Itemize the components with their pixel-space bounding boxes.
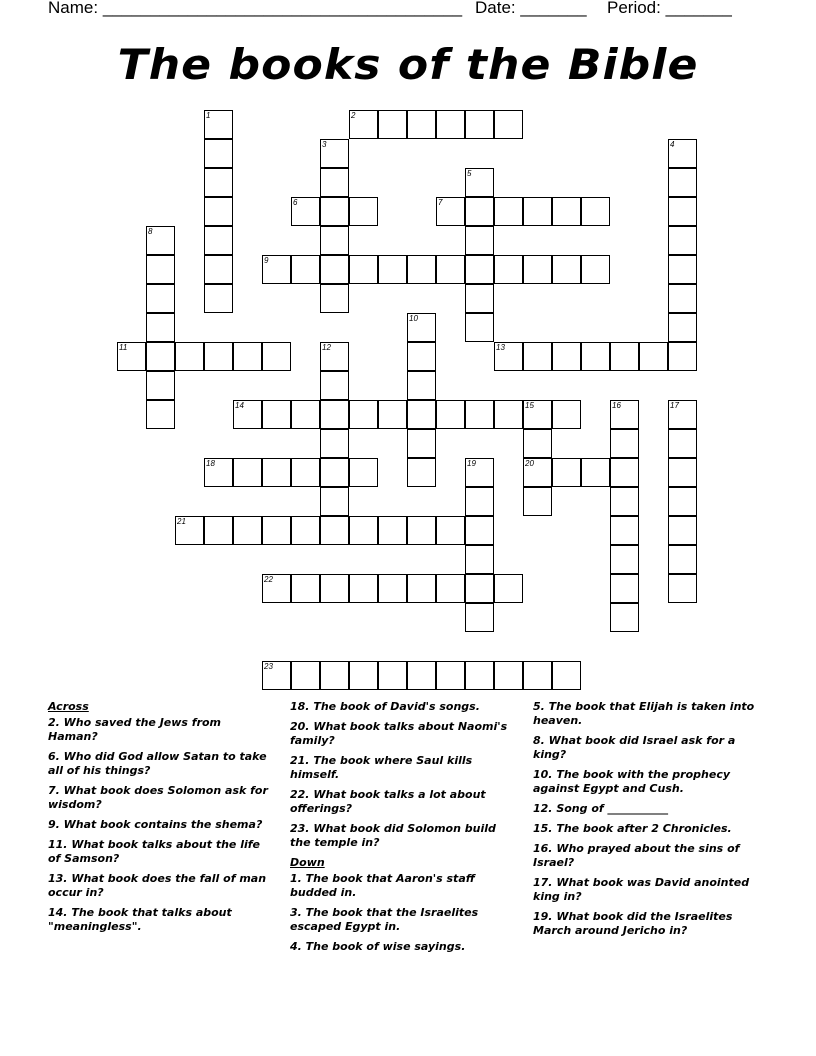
grid-cell[interactable] <box>291 197 320 226</box>
grid-cell[interactable] <box>465 400 494 429</box>
grid-cell[interactable] <box>465 545 494 574</box>
grid-cell[interactable] <box>436 516 465 545</box>
grid-cell[interactable] <box>610 458 639 487</box>
clue-number: 10 <box>409 314 418 323</box>
grid-cell[interactable] <box>320 400 349 429</box>
period-field[interactable] <box>607 0 732 18</box>
grid-cell[interactable] <box>146 400 175 429</box>
grid-cell[interactable] <box>407 255 436 284</box>
grid-cell[interactable] <box>494 110 523 139</box>
grid-cell[interactable] <box>552 661 581 690</box>
grid-cell[interactable] <box>233 516 262 545</box>
grid-cell[interactable] <box>494 661 523 690</box>
grid-cell[interactable] <box>523 342 552 371</box>
grid-cell[interactable] <box>465 574 494 603</box>
grid-cell[interactable] <box>204 516 233 545</box>
grid-cell[interactable] <box>378 110 407 139</box>
grid-cell[interactable] <box>407 313 436 342</box>
grid-cell[interactable] <box>610 400 639 429</box>
grid-cell[interactable] <box>349 574 378 603</box>
clue-number: 15 <box>525 401 534 410</box>
grid-cell[interactable] <box>291 516 320 545</box>
grid-cell[interactable] <box>349 516 378 545</box>
clue-across-21: 21. The book where Saul kills himself. <box>290 754 473 781</box>
grid-cell[interactable] <box>291 255 320 284</box>
grid-cell[interactable] <box>581 458 610 487</box>
clue-down-10: 10. The book with the prophecy against Egypt and Cush. <box>533 768 731 795</box>
grid-cell[interactable] <box>175 342 204 371</box>
grid-cell[interactable] <box>349 197 378 226</box>
date-field[interactable] <box>475 0 587 18</box>
grid-cell[interactable] <box>465 603 494 632</box>
clue-down-19: 19. What book did the Israelites March around Jericho in? <box>533 910 733 937</box>
grid-cell[interactable] <box>668 139 697 168</box>
grid-cell[interactable] <box>262 400 291 429</box>
grid-cell[interactable] <box>610 516 639 545</box>
period-label: Period: <box>607 0 661 17</box>
grid-cell[interactable] <box>407 574 436 603</box>
grid-cell[interactable] <box>552 400 581 429</box>
grid-cell[interactable] <box>581 197 610 226</box>
clue-across-9: 9. What book contains the shema? <box>48 818 263 831</box>
clue-number: 21 <box>177 517 186 526</box>
clue-number: 13 <box>496 343 505 352</box>
clue-number: 19 <box>467 459 476 468</box>
date-label: Date: <box>475 0 516 17</box>
grid-cell[interactable] <box>233 400 262 429</box>
grid-cell[interactable] <box>494 255 523 284</box>
grid-cell[interactable] <box>610 574 639 603</box>
grid-cell[interactable] <box>320 197 349 226</box>
grid-cell[interactable] <box>465 255 494 284</box>
clue-number: 7 <box>438 198 443 207</box>
grid-cell[interactable] <box>523 429 552 458</box>
grid-cell[interactable] <box>204 284 233 313</box>
grid-cell[interactable] <box>146 255 175 284</box>
grid-cell[interactable] <box>378 516 407 545</box>
clue-across-2: 2. Who saved the Jews from Haman? <box>48 716 222 743</box>
grid-cell[interactable] <box>204 342 233 371</box>
clue-down-16: 16. Who prayed about the sins of Israel? <box>533 842 740 869</box>
grid-cell[interactable] <box>523 197 552 226</box>
grid-cell[interactable] <box>262 574 291 603</box>
grid-cell[interactable] <box>494 574 523 603</box>
grid-cell[interactable] <box>407 516 436 545</box>
grid-cell[interactable] <box>146 284 175 313</box>
grid-cell[interactable] <box>320 168 349 197</box>
clue-number: 3 <box>322 140 327 149</box>
clue-number: 14 <box>235 401 244 410</box>
grid-cell[interactable] <box>494 400 523 429</box>
grid-cell[interactable] <box>581 342 610 371</box>
clue-number: 20 <box>525 459 534 468</box>
grid-cell[interactable] <box>465 487 494 516</box>
grid-cell[interactable] <box>407 661 436 690</box>
grid-cell[interactable] <box>407 458 436 487</box>
grid-cell[interactable] <box>610 545 639 574</box>
down-heading: Down <box>290 856 325 869</box>
clue-across-7: 7. What book does Solomon ask for wisdom? <box>48 784 268 811</box>
grid-cell[interactable] <box>378 574 407 603</box>
grid-cell[interactable] <box>320 516 349 545</box>
grid-cell[interactable] <box>523 255 552 284</box>
grid-cell[interactable] <box>175 516 204 545</box>
grid-cell[interactable] <box>407 371 436 400</box>
grid-cell[interactable] <box>262 661 291 690</box>
grid-cell[interactable] <box>465 661 494 690</box>
clue-across-14: 14. The book that talks about "meaningless". <box>48 906 232 933</box>
grid-cell[interactable] <box>523 487 552 516</box>
grid-cell[interactable] <box>668 313 697 342</box>
grid-cell[interactable] <box>349 400 378 429</box>
grid-cell[interactable] <box>639 342 668 371</box>
grid-cell[interactable] <box>320 487 349 516</box>
clue-across-20: 20. What book talks about Naomi's family? <box>290 720 508 747</box>
grid-cell[interactable] <box>494 197 523 226</box>
clue-across-23: 23. What book did Solomon build the temple in? <box>290 822 496 849</box>
grid-cell[interactable] <box>552 255 581 284</box>
grid-cell[interactable] <box>523 458 552 487</box>
grid-cell[interactable] <box>465 284 494 313</box>
grid-cell[interactable] <box>552 342 581 371</box>
date-line: _______ <box>520 0 587 17</box>
grid-cell[interactable] <box>668 458 697 487</box>
grid-cell[interactable] <box>320 574 349 603</box>
grid-cell[interactable] <box>349 255 378 284</box>
clue-number: 18 <box>206 459 215 468</box>
grid-cell[interactable] <box>349 110 378 139</box>
clue-number: 2 <box>351 111 356 120</box>
grid-cell[interactable] <box>320 139 349 168</box>
grid-cell[interactable] <box>378 661 407 690</box>
grid-cell[interactable] <box>465 458 494 487</box>
grid-cell[interactable] <box>146 226 175 255</box>
grid-cell[interactable] <box>233 342 262 371</box>
clue-down-15: 15. The book after 2 Chronicles. <box>533 822 732 835</box>
grid-cell[interactable] <box>320 342 349 371</box>
grid-cell[interactable] <box>668 197 697 226</box>
grid-cell[interactable] <box>262 342 291 371</box>
grid-cell[interactable] <box>436 661 465 690</box>
grid-cell[interactable] <box>378 255 407 284</box>
grid-cell[interactable] <box>407 110 436 139</box>
clues-column-2 <box>290 700 510 960</box>
period-line: _______ <box>665 0 732 17</box>
grid-cell[interactable] <box>436 255 465 284</box>
grid-cell[interactable] <box>668 342 697 371</box>
clues-column-3 <box>533 700 758 944</box>
grid-cell[interactable] <box>494 342 523 371</box>
grid-cell[interactable] <box>465 197 494 226</box>
across-heading: Across <box>48 700 89 713</box>
grid-cell[interactable] <box>146 313 175 342</box>
grid-cell[interactable] <box>668 516 697 545</box>
grid-cell[interactable] <box>233 458 262 487</box>
page-title: The books of the Bible <box>117 40 699 89</box>
grid-cell[interactable] <box>436 574 465 603</box>
clue-down-17: 17. What book was David anointed king in? <box>533 876 750 903</box>
grid-cell[interactable] <box>320 661 349 690</box>
grid-cell[interactable] <box>117 342 146 371</box>
grid-cell[interactable] <box>668 284 697 313</box>
grid-cell[interactable] <box>407 342 436 371</box>
name-label: Name: <box>48 0 99 17</box>
clue-number: 12 <box>322 343 331 352</box>
grid-cell[interactable] <box>262 458 291 487</box>
grid-cell[interactable] <box>204 110 233 139</box>
grid-cell[interactable] <box>668 168 697 197</box>
grid-cell[interactable] <box>465 516 494 545</box>
clue-across-22: 22. What book talks a lot about offerings? <box>290 788 486 815</box>
clue-down-12: 12. Song of ___________ <box>533 802 669 815</box>
clue-number: 23 <box>264 662 273 671</box>
grid-cell[interactable] <box>436 400 465 429</box>
clue-down-3: 3. The book that the Israelites escaped Egypt in. <box>290 906 479 933</box>
clue-down-8: 8. What book did Israel ask for a king? <box>533 734 736 761</box>
grid-cell[interactable] <box>146 342 175 371</box>
grid-cell[interactable] <box>204 139 233 168</box>
clue-down-4: 4. The book of wise sayings. <box>290 940 466 953</box>
grid-cell[interactable] <box>262 516 291 545</box>
grid-cell[interactable] <box>320 458 349 487</box>
grid-cell[interactable] <box>523 400 552 429</box>
grid-cell[interactable] <box>552 458 581 487</box>
clue-number: 11 <box>119 343 128 352</box>
grid-cell[interactable] <box>523 661 552 690</box>
clue-number: 4 <box>670 140 675 149</box>
grid-cell[interactable] <box>436 197 465 226</box>
clue-down-1: 1. The book that Aaron's staff budded in. <box>290 872 475 899</box>
grid-cell[interactable] <box>204 226 233 255</box>
clue-across-11: 11. What book talks about the life of Samson? <box>48 838 261 865</box>
grid-cell[interactable] <box>349 458 378 487</box>
grid-cell[interactable] <box>668 545 697 574</box>
grid-cell[interactable] <box>436 110 465 139</box>
grid-cell[interactable] <box>349 661 378 690</box>
clue-number: 16 <box>612 401 621 410</box>
name-line: ______________________________________ <box>102 0 463 17</box>
grid-cell[interactable] <box>262 255 291 284</box>
name-field[interactable] <box>48 0 462 18</box>
grid-cell[interactable] <box>291 400 320 429</box>
grid-cell[interactable] <box>465 168 494 197</box>
grid-cell[interactable] <box>465 313 494 342</box>
clue-across-18: 18. The book of David's songs. <box>290 700 480 713</box>
grid-cell[interactable] <box>668 255 697 284</box>
clues-column-1 <box>48 700 268 940</box>
grid-cell[interactable] <box>204 197 233 226</box>
grid-cell[interactable] <box>668 574 697 603</box>
grid-cell[interactable] <box>465 226 494 255</box>
grid-cell[interactable] <box>610 487 639 516</box>
clue-number: 5 <box>467 169 472 178</box>
grid-cell[interactable] <box>204 168 233 197</box>
grid-cell[interactable] <box>668 226 697 255</box>
grid-cell[interactable] <box>407 400 436 429</box>
grid-cell[interactable] <box>320 226 349 255</box>
grid-cell[interactable] <box>407 429 436 458</box>
grid-cell[interactable] <box>291 458 320 487</box>
clue-number: 6 <box>293 198 298 207</box>
clue-down-5: 5. The book that Elijah is taken into heaven. <box>533 700 755 727</box>
grid-cell[interactable] <box>146 371 175 400</box>
grid-cell[interactable] <box>204 458 233 487</box>
grid-cell[interactable] <box>320 371 349 400</box>
grid-cell[interactable] <box>320 284 349 313</box>
grid-cell[interactable] <box>291 661 320 690</box>
clue-number: 9 <box>264 256 269 265</box>
grid-cell[interactable] <box>291 574 320 603</box>
clue-across-6: 6. Who did God allow Satan to take all of his things? <box>48 750 267 777</box>
grid-cell[interactable] <box>668 400 697 429</box>
grid-cell[interactable] <box>610 342 639 371</box>
grid-cell[interactable] <box>668 487 697 516</box>
grid-cell[interactable] <box>378 400 407 429</box>
clue-number: 17 <box>670 401 679 410</box>
grid-cell[interactable] <box>552 197 581 226</box>
grid-cell[interactable] <box>320 255 349 284</box>
grid-cell[interactable] <box>610 603 639 632</box>
grid-cell[interactable] <box>465 110 494 139</box>
grid-cell[interactable] <box>320 429 349 458</box>
clue-number: 22 <box>264 575 273 584</box>
clue-number: 8 <box>148 227 153 236</box>
grid-cell[interactable] <box>204 255 233 284</box>
grid-cell[interactable] <box>610 429 639 458</box>
clue-number: 1 <box>206 111 211 120</box>
grid-cell[interactable] <box>668 429 697 458</box>
clue-across-13: 13. What book does the fall of man occur in? <box>48 872 267 899</box>
grid-cell[interactable] <box>581 255 610 284</box>
